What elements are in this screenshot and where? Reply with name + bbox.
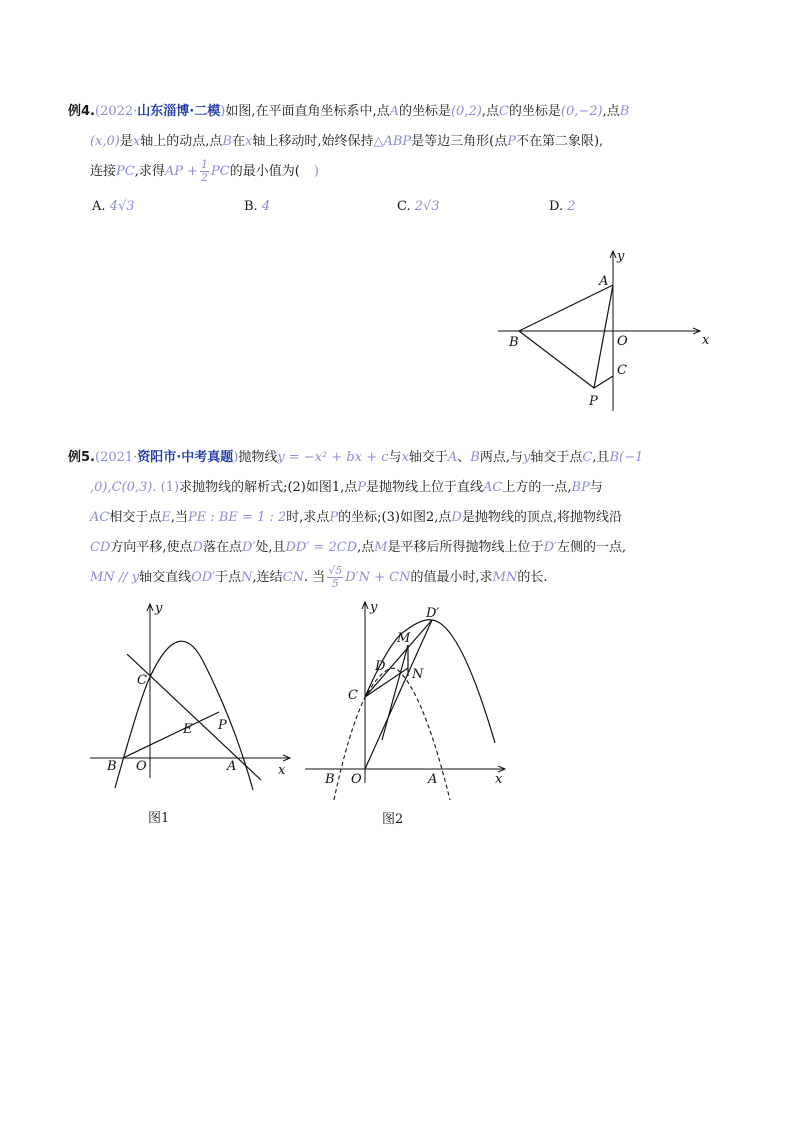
text: 的坐标是 — [508, 104, 561, 119]
math: N — [241, 570, 253, 585]
text: 是 — [119, 134, 133, 149]
math: B — [470, 450, 480, 465]
figure-1-caption: 图1 — [148, 811, 170, 826]
text: 不在第二象限), — [515, 134, 604, 149]
fraction-denominator: 5 — [331, 577, 339, 590]
math: D′ — [241, 540, 256, 555]
label-b: B — [325, 772, 335, 787]
source-year: 2021· — [100, 450, 138, 465]
math: (x,0) — [90, 134, 120, 149]
text: ,且 — [592, 450, 610, 465]
text: 、 — [457, 450, 471, 465]
math: M — [374, 540, 388, 555]
label-o: O — [351, 772, 362, 787]
text: ,当 — [170, 510, 188, 525]
label-n: N — [412, 667, 424, 682]
text: 求抛物线的解析式;(2)如图1,点 — [179, 480, 358, 495]
math: D — [451, 510, 462, 525]
text: 是抛物线的顶点,将抛物线沿 — [461, 510, 622, 525]
text: 轴上移动时,始终保持 — [252, 134, 374, 149]
math: CN — [282, 570, 304, 585]
text: 在 — [231, 134, 245, 149]
figure-2 — [300, 598, 515, 803]
math: ,0),C(0,3). — [90, 480, 157, 495]
math: x — [244, 134, 253, 149]
label-a: A — [227, 759, 237, 774]
text: 与 — [388, 450, 402, 465]
text: 轴交直线 — [139, 570, 192, 585]
math: AP + — [164, 164, 199, 179]
segment-ba — [519, 285, 613, 331]
text: 时,求点 — [286, 510, 330, 525]
option-value: 4√3 — [109, 199, 135, 214]
label-d-prime: D′ — [426, 606, 440, 621]
label-y: y — [617, 249, 625, 264]
fraction — [200, 159, 209, 184]
example-4-figure — [490, 243, 730, 423]
math: x — [132, 134, 141, 149]
option-key: B. — [244, 199, 258, 214]
math: E — [161, 510, 171, 525]
example-4-text — [68, 97, 738, 187]
math: (0,−2) — [560, 104, 603, 119]
text: 是抛物线上位于直线 — [366, 480, 484, 495]
math: P — [329, 510, 339, 525]
label-x: x — [702, 333, 710, 348]
figure-1 — [85, 600, 300, 800]
math: MN — [492, 570, 518, 585]
text: 落在点 — [202, 540, 242, 555]
math: C — [582, 450, 593, 465]
math: PC — [211, 164, 230, 179]
label-e: E — [183, 722, 193, 737]
source-bracket: ) — [220, 104, 226, 119]
text: 轴交于 — [408, 450, 448, 465]
option-key: D. — [549, 199, 564, 214]
label-a: A — [428, 772, 438, 787]
option-c — [397, 199, 440, 214]
math: CD — [90, 540, 111, 555]
math: AC — [483, 480, 503, 495]
math: P — [357, 480, 367, 495]
math: y = −x² + bx + c — [277, 450, 389, 465]
text: ,点 — [357, 540, 375, 555]
source-link[interactable]: 山东淄博·二模 — [137, 104, 221, 119]
example-5-text — [68, 443, 738, 593]
example-label: 例5. — [68, 450, 95, 465]
fraction-denominator: 2 — [201, 171, 209, 184]
text: 处,且 — [255, 540, 286, 555]
label-c: C — [617, 363, 627, 378]
label-p: P — [589, 394, 598, 409]
math: x — [401, 450, 409, 465]
text: ,求得 — [134, 164, 165, 179]
text: 方向平移,使点 — [110, 540, 193, 555]
source-year: 2022· — [100, 104, 138, 119]
text: 两点,与 — [479, 450, 523, 465]
figure-2-caption: 图2 — [382, 812, 404, 827]
option-value: 4 — [261, 199, 271, 214]
label-y: y — [155, 601, 163, 616]
text: 是等边三角形(点 — [411, 134, 508, 149]
text: . 当 — [303, 570, 326, 585]
source-bracket: ( — [94, 104, 101, 119]
label-y: y — [370, 600, 378, 615]
math: D′N + CN — [345, 570, 411, 585]
label-b: B — [107, 759, 117, 774]
label-b: B — [509, 335, 519, 350]
label-a: A — [599, 274, 609, 289]
line-mx — [382, 645, 408, 740]
label-m: M — [397, 631, 411, 646]
text: 于点 — [215, 570, 242, 585]
text: ,点 — [602, 104, 620, 119]
text: 是平移后所得抛物线上位于 — [387, 540, 544, 555]
math: BP — [571, 480, 590, 495]
text: 的长. — [517, 570, 548, 585]
example-label: 例4. — [68, 104, 95, 119]
option-d — [549, 199, 576, 214]
math: PE : BE = 1 : 2 — [188, 510, 287, 525]
text: (1) — [160, 480, 180, 495]
option-value: 2√3 — [414, 199, 440, 214]
text: 相交于点 — [109, 510, 162, 525]
text: 的最小值为( — [229, 164, 300, 179]
text: ,连结 — [252, 570, 283, 585]
label-x: x — [278, 763, 286, 778]
text: 轴交于点 — [530, 450, 583, 465]
label-c: C — [348, 688, 358, 703]
text: 的坐标;(3)如图2,点 — [338, 510, 452, 525]
text: 的坐标是 — [398, 104, 451, 119]
source-bracket: ) — [233, 450, 239, 465]
text: 抛物线 — [238, 450, 278, 465]
line-bp — [123, 712, 219, 758]
label-o: O — [136, 759, 147, 774]
label-d: D — [375, 659, 386, 674]
fraction-numerator: 1 — [201, 158, 209, 171]
text: 连接 — [90, 164, 117, 179]
source-bracket: ( — [94, 450, 101, 465]
math: MN // y — [90, 570, 140, 585]
math: P — [507, 134, 516, 149]
segment-pc — [594, 376, 613, 388]
label-p: P — [218, 718, 227, 733]
text: 左侧的一点, — [556, 540, 627, 555]
source-link[interactable]: 资阳市·中考真题 — [137, 450, 234, 465]
fraction-numerator: √5 — [328, 564, 343, 577]
math: B(−1 — [609, 450, 644, 465]
math: A — [447, 450, 458, 465]
line-ac — [127, 654, 261, 780]
math: OD′ — [191, 570, 216, 585]
math: B — [222, 134, 232, 149]
segment-pa — [594, 285, 613, 388]
label-o: O — [617, 334, 628, 349]
text: 上方的一点, — [502, 480, 572, 495]
math: D′ — [543, 540, 557, 555]
text: 轴上的动点,点 — [140, 134, 223, 149]
label-x: x — [495, 772, 503, 787]
math: y — [523, 450, 531, 465]
text: 的值最小时,求 — [410, 570, 493, 585]
option-b — [244, 199, 270, 214]
option-a — [92, 199, 135, 214]
math: PC — [116, 164, 135, 179]
option-key: A. — [92, 199, 106, 214]
text: 如图,在平面直角坐标系中,点 — [225, 104, 390, 119]
math: A — [389, 104, 399, 119]
text: 与 — [589, 480, 603, 495]
math: AC — [90, 510, 110, 525]
math: C — [498, 104, 509, 119]
math: B — [619, 104, 630, 119]
math: (0,2) — [450, 104, 482, 119]
math: D — [192, 540, 203, 555]
text: ) — [313, 164, 319, 179]
segment-bp — [519, 331, 594, 388]
math: △ABP — [373, 134, 412, 149]
text: ,点 — [481, 104, 499, 119]
option-key: C. — [397, 199, 411, 214]
math: DD′ = 2CD — [285, 540, 358, 555]
label-c: C — [137, 673, 147, 688]
fraction — [327, 565, 343, 590]
option-value: 2 — [567, 199, 576, 214]
